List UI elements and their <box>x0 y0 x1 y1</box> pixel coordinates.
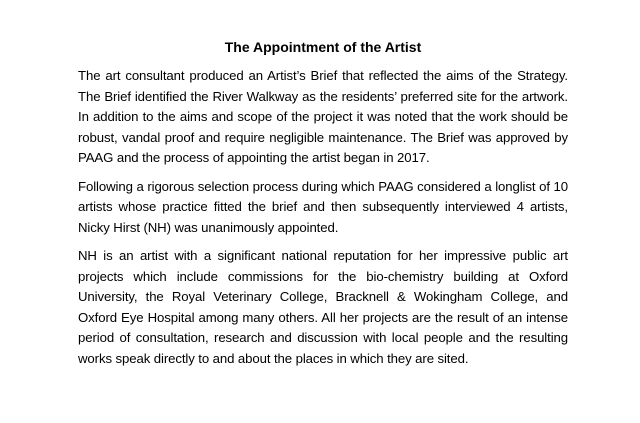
paragraph-selection-process: Following a rigorous selection process during which PAAG considered a longlist of 10 artists whose practice fitted the brief and then subsequently interviewed 4 artists, Nicky Hirst (NH) was unanimously appointed. <box>78 178 568 235</box>
paragraph-artist-reputation: NH is an artist with a significant national reputation for her impressive public art projects which include commissions for the bio-chemistry building at Oxford University, the Royal Veterinary College, Bracknell & Wokingham College, and Oxford Eye Hospital among many others. All her projects are the result of an intense period of consultation, research and discussion with local people and the resulting works speak directly to and about the places in which they are sited. <box>78 248 568 366</box>
document-title: The Appointment of the Artist <box>224 39 422 55</box>
document-page <box>78 38 568 377</box>
paragraph-artists-brief: The art consultant produced an Artist’s Brief that reflected the aims of the Strategy. The Brief identified the River Walkway as the residents’ preferred site for the artwork. In addition to the aims and scope of the project it was noted that the work should be robust, vandal proof and require negligible maintenance. The Brief was approved by PAAG and the process of appointing the artist began in 2017. <box>78 68 568 165</box>
